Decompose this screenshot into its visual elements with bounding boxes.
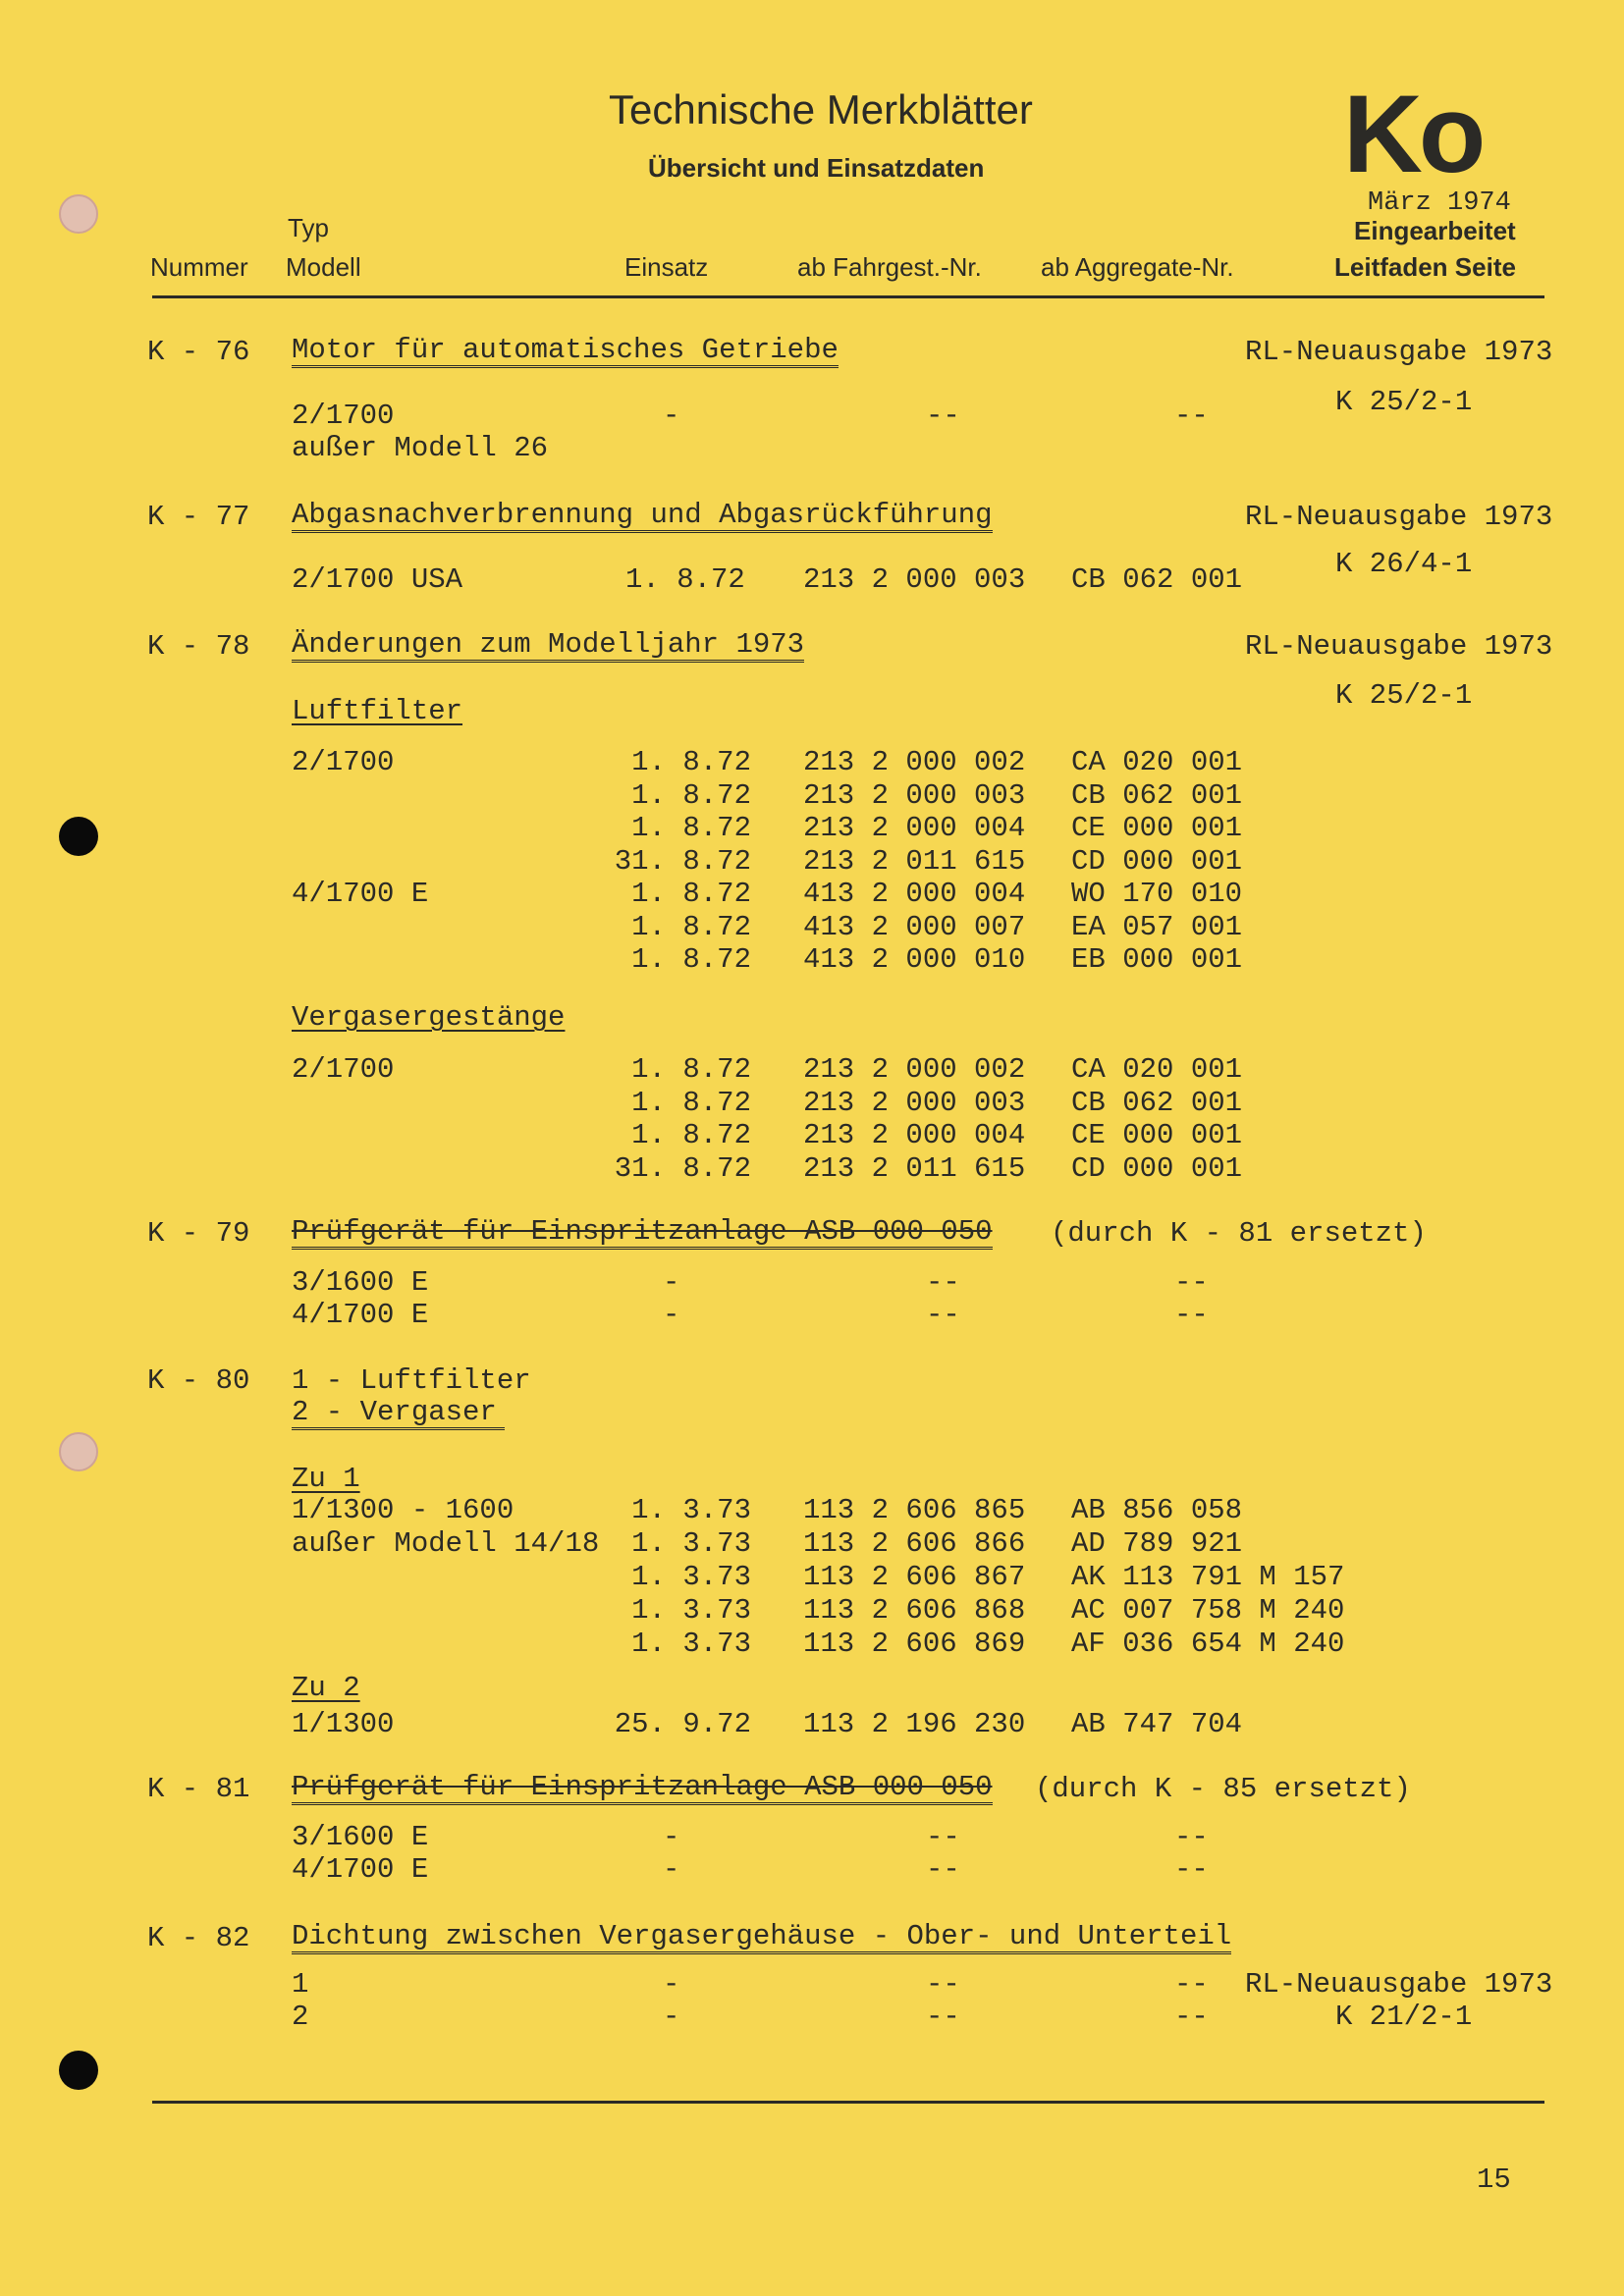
cell-aggregate: CD 000 001 (1071, 1151, 1243, 1185)
cell-einsatz: 1. 8.72 (631, 778, 751, 812)
cell-model: 3/1600 E (292, 1821, 429, 1853)
cell-aggregate: -- (1174, 1266, 1209, 1299)
cell-einsatz: 1. 8.72 (631, 878, 751, 910)
entry-line: 2 - Vergaser (292, 1398, 505, 1430)
cell-einsatz: 1. 3.73 (631, 1494, 751, 1526)
cell-fahrgest: -- (926, 1853, 960, 1886)
cell-einsatz: - (663, 1853, 680, 1886)
cell-einsatz: - (663, 1299, 680, 1331)
replaced-note: (durch K - 81 ersetzt) (1051, 1217, 1427, 1250)
cell-aggregate: CA 020 001 (1071, 1053, 1243, 1086)
entry-number: K - 78 (147, 630, 250, 663)
cell-aggregate: AF 036 654 M 240 (1071, 1628, 1345, 1660)
page-title: Technische Merkblätter (609, 86, 1033, 133)
cell-model: 4/1700 E (292, 1853, 429, 1886)
col-nummer: Nummer (150, 252, 248, 282)
cell-aggregate: AD 789 921 (1071, 1527, 1243, 1560)
col-eingearbeitet: Eingearbeitet (1354, 216, 1516, 245)
footer-rule (152, 2101, 1544, 2104)
entry-number: K - 80 (147, 1364, 250, 1397)
cell-model: 4/1700 E (292, 1299, 429, 1331)
einsatz: 1. 8.72 (625, 563, 745, 596)
cell-fahrgest: -- (926, 1968, 960, 2001)
col-modell: Modell (286, 252, 361, 282)
punch-hole (59, 2051, 98, 2090)
fahrgest: 213 2 000 003 (803, 563, 1026, 596)
punch-hole (59, 1432, 98, 1471)
logo: Ko (1343, 73, 1483, 195)
cell-fahrgest: 413 2 000 010 (803, 943, 1026, 976)
cell-model: 4/1700 E (292, 878, 429, 910)
cell-aggregate: CA 020 001 (1071, 746, 1243, 778)
col-aggregate: ab Aggregate-Nr. (1041, 252, 1234, 282)
cell-aggregate: -- (1174, 1821, 1209, 1853)
cell-model: 1 (292, 1968, 309, 2001)
cell-fahrgest: 213 2 000 003 (803, 778, 1026, 812)
cell-fahrgest: 213 2 000 002 (803, 1053, 1026, 1086)
cell-fahrgest: 213 2 011 615 (803, 844, 1026, 878)
cell-einsatz: 1. 8.72 (631, 746, 751, 778)
entry-title: Prüfgerät für Einspritzanlage ASB 000 050 (292, 1773, 993, 1805)
entry-title: Motor für automatisches Getriebe (292, 336, 839, 368)
cell-einsatz: 1. 8.72 (631, 1086, 751, 1119)
cell-einsatz: 1. 8.72 (631, 812, 751, 844)
cell-fahrgest: 213 2 000 004 (803, 1119, 1026, 1151)
aggregate: CB 062 001 (1071, 563, 1243, 596)
cell-aggregate: AC 007 758 M 240 (1071, 1594, 1345, 1627)
entry-number: K - 77 (147, 501, 250, 533)
cell-aggregate: AK 113 791 M 157 (1071, 1561, 1345, 1593)
cell-einsatz: 1. 3.73 (631, 1561, 751, 1593)
cell-model: 2/1700 (292, 1053, 395, 1086)
cell-aggregate: -- (1174, 1853, 1209, 1886)
cell-einsatz: - (663, 1821, 680, 1853)
cell-fahrgest: -- (926, 1821, 960, 1853)
cell-einsatz: 31. 8.72 (614, 844, 751, 878)
cell-aggregate: EA 057 001 (1071, 910, 1243, 943)
cell-fahrgest: -- (926, 2001, 960, 2033)
aggregate: -- (1174, 400, 1209, 432)
header-date: März 1974 (1368, 188, 1511, 218)
cell-model: 1/1300 - 1600 (292, 1494, 514, 1526)
cell-fahrgest: 413 2 000 007 (803, 910, 1026, 943)
cell-einsatz: - (663, 1968, 680, 2001)
cell-fahrgest: 213 2 000 003 (803, 1086, 1026, 1119)
subsection-title: Zu 1 (292, 1463, 360, 1495)
model: 2/1700 USA (292, 563, 463, 596)
cell-aggregate: -- (1174, 2001, 1209, 2033)
rl-label: RL-Neuausgabe 1973 (1245, 501, 1553, 533)
subsection-title: Vergasergestänge (292, 1001, 566, 1034)
cell-einsatz: - (663, 2001, 680, 2033)
cell-einsatz: 1. 3.73 (631, 1628, 751, 1660)
fahrgest: -- (926, 400, 960, 432)
entry-number: K - 82 (147, 1922, 250, 1954)
cell-fahrgest: 113 2 196 230 (803, 1708, 1026, 1740)
cell-model: 3/1600 E (292, 1266, 429, 1299)
cell-einsatz: - (663, 1266, 680, 1299)
cell-einsatz: 1. 8.72 (631, 910, 751, 943)
cell-fahrgest: 113 2 606 865 (803, 1494, 1026, 1526)
leitfaden-ref: K 26/4-1 (1335, 548, 1473, 580)
rl-label: RL-Neuausgabe 1973 (1245, 1968, 1553, 2001)
cell-fahrgest: 113 2 606 868 (803, 1594, 1026, 1627)
replaced-note: (durch K - 85 ersetzt) (1035, 1773, 1411, 1805)
cell-einsatz: 1. 3.73 (631, 1594, 751, 1627)
cell-einsatz: 25. 9.72 (614, 1708, 751, 1740)
entry-number: K - 81 (147, 1773, 250, 1805)
cell-einsatz: 1. 3.73 (631, 1527, 751, 1560)
cell-einsatz: 31. 8.72 (614, 1151, 751, 1185)
cell-fahrgest: 113 2 606 866 (803, 1527, 1026, 1560)
cell-aggregate: CB 062 001 (1071, 1086, 1243, 1119)
cell-fahrgest: 113 2 606 867 (803, 1561, 1026, 1593)
cell-fahrgest: 413 2 000 004 (803, 878, 1026, 910)
col-typ: Typ (288, 213, 329, 242)
entry-number: K - 79 (147, 1217, 250, 1250)
subsection-title: Luftfilter (292, 695, 463, 727)
cell-einsatz: 1. 8.72 (631, 943, 751, 976)
cell-fahrgest: 213 2 000 002 (803, 746, 1026, 778)
einsatz: - (663, 400, 680, 432)
col-einsatz: Einsatz (624, 252, 709, 282)
punch-hole (59, 817, 98, 856)
rl-label: RL-Neuausgabe 1973 (1245, 630, 1553, 663)
cell-einsatz: 1. 8.72 (631, 1053, 751, 1086)
cell-aggregate: -- (1174, 1299, 1209, 1331)
entry-title: Prüfgerät für Einspritzanlage ASB 000 050 (292, 1217, 993, 1250)
col-fahrgest: ab Fahrgest.-Nr. (797, 252, 982, 282)
cell-aggregate: EB 000 001 (1071, 943, 1243, 976)
rl-label: RL-Neuausgabe 1973 (1245, 336, 1553, 368)
entry-title: Dichtung zwischen Vergasergehäuse - Ober- und Unterteil (292, 1922, 1231, 1954)
subsection-title: Zu 2 (292, 1672, 360, 1704)
cell-aggregate: CD 000 001 (1071, 844, 1243, 878)
note: außer Modell 26 (292, 432, 549, 464)
page-subtitle: Übersicht und Einsatzdaten (648, 153, 985, 183)
cell-aggregate: CE 000 001 (1071, 1119, 1243, 1151)
cell-aggregate: AB 747 704 (1071, 1708, 1243, 1740)
cell-model: 2/1700 (292, 746, 395, 778)
cell-aggregate: CB 062 001 (1071, 778, 1243, 812)
cell-fahrgest: 213 2 000 004 (803, 812, 1026, 844)
entry-title: Abgasnachverbrennung und Abgasrückführung (292, 501, 993, 533)
cell-aggregate: -- (1174, 1968, 1209, 2001)
cell-einsatz: 1. 8.72 (631, 1119, 751, 1151)
cell-fahrgest: -- (926, 1266, 960, 1299)
entry-line: 1 - Luftfilter (292, 1364, 531, 1397)
leitfaden-ref: K 25/2-1 (1335, 386, 1473, 418)
cell-aggregate: WO 170 010 (1071, 878, 1243, 910)
cell-fahrgest: -- (926, 1299, 960, 1331)
cell-aggregate: AB 856 058 (1071, 1494, 1243, 1526)
header-rule (152, 295, 1544, 298)
page-number: 15 (1477, 2163, 1511, 2196)
cell-model: 2 (292, 2001, 309, 2033)
cell-fahrgest: 113 2 606 869 (803, 1628, 1026, 1660)
cell-model: außer Modell 14/18 (292, 1527, 600, 1560)
entry-number: K - 76 (147, 336, 250, 368)
leitfaden-ref: K 25/2-1 (1335, 679, 1473, 712)
model: 2/1700 (292, 400, 395, 432)
cell-model: 1/1300 (292, 1708, 395, 1740)
cell-aggregate: CE 000 001 (1071, 812, 1243, 844)
punch-hole (59, 194, 98, 234)
leitfaden-ref: K 21/2-1 (1335, 2001, 1473, 2033)
entry-title: Änderungen zum Modelljahr 1973 (292, 630, 804, 663)
cell-fahrgest: 213 2 011 615 (803, 1151, 1026, 1185)
col-leitfaden: Leitfaden Seite (1334, 252, 1516, 282)
